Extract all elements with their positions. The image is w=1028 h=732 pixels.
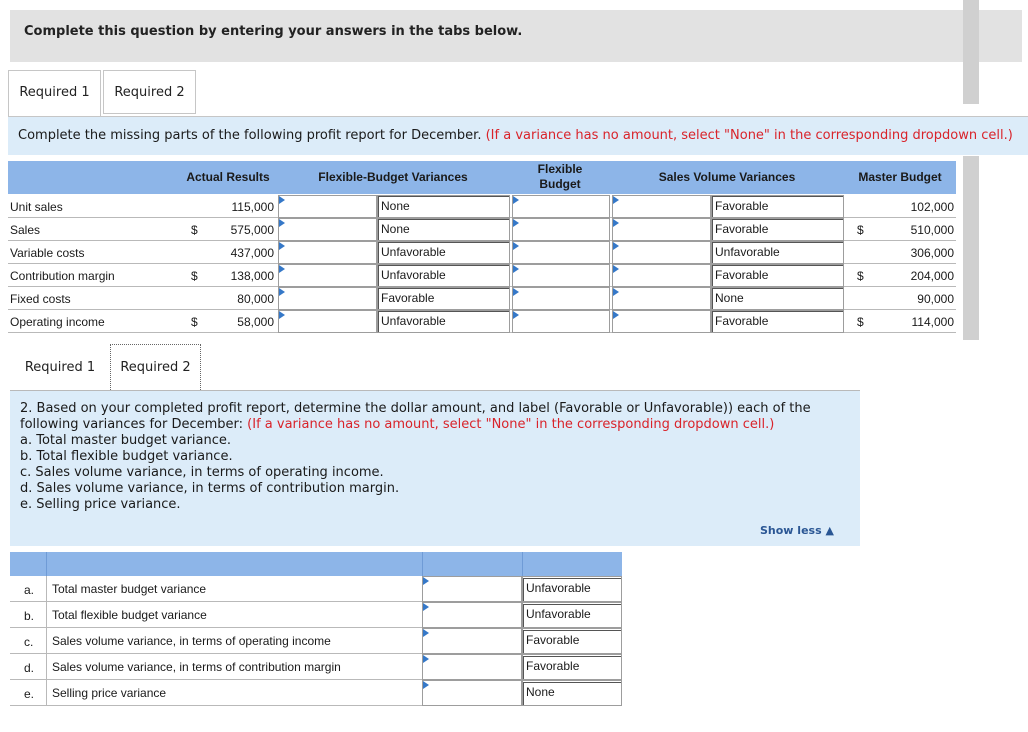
master-value: 114,000 <box>911 315 954 329</box>
master-currency: $ <box>857 315 864 329</box>
master-value: 90,000 <box>917 292 954 306</box>
header-sales-vol: Sales Volume Variances <box>658 170 796 184</box>
header-divider <box>522 552 523 576</box>
variance-label-dropdown[interactable]: Unfavorable <box>523 578 621 601</box>
variance-label-dropdown[interactable]: None <box>523 682 621 705</box>
actual-value: 58,000 <box>237 315 274 329</box>
flex-var-label-dropdown[interactable]: Unfavorable <box>378 311 509 332</box>
dropdown-arrow-icon <box>423 577 429 585</box>
header-master: Master Budget <box>858 170 942 184</box>
variance-amount-input[interactable] <box>422 602 522 628</box>
row-label: Sales volume variance, in terms of operating income <box>52 634 331 648</box>
variance-table-header <box>10 552 622 576</box>
req2-item-b: b. Total flexible budget variance. <box>20 449 233 464</box>
row-label: Total flexible budget variance <box>52 608 207 622</box>
req2-question-note: (If a variance has no amount, select "None" in the corresponding dropdown cell.) <box>247 417 775 432</box>
header-flex-budget-line1: Flexible <box>537 162 583 176</box>
tab-required-2-label: Required 2 <box>114 85 185 100</box>
row-label: Sales volume variance, in terms of contribution margin <box>52 660 341 674</box>
master-value: 510,000 <box>910 223 954 237</box>
row-letter: c. <box>24 635 34 649</box>
row-letter: b. <box>24 609 35 623</box>
master-value: 306,000 <box>910 246 954 260</box>
req1-instruction: Complete the missing parts of the following profit report for December. <box>18 128 482 143</box>
flex-var-label-dropdown[interactable]: Favorable <box>378 288 509 309</box>
variance-amount-input[interactable] <box>422 576 522 602</box>
row-letter: e. <box>24 687 35 701</box>
master-currency: $ <box>857 223 864 237</box>
actual-currency: $ <box>191 315 198 329</box>
sales-vol-label-dropdown[interactable]: Unfavorable <box>712 242 843 263</box>
dropdown-arrow-icon <box>423 629 429 637</box>
req1-instruction-note: (If a variance has no amount, select "None" in the corresponding dropdown cell.) <box>485 128 1013 143</box>
actual-value: 80,000 <box>237 292 274 306</box>
actual-currency: $ <box>191 223 198 237</box>
row-label: Operating income <box>10 315 105 329</box>
column-divider <box>46 602 47 628</box>
column-divider <box>46 576 47 602</box>
dropdown-arrow-icon <box>423 681 429 689</box>
variance-amount-input[interactable] <box>422 654 522 680</box>
header-flex-var: Flexible-Budget Variances <box>318 170 468 184</box>
sales-vol-label-dropdown[interactable]: Favorable <box>712 311 843 332</box>
column-divider <box>46 680 47 706</box>
req2-question-text: 2. Based on your completed profit report, determine the dollar amount, and label (Favorable or Unfavorable)) each of the following variances for December: <box>20 401 811 432</box>
variance-amount-input[interactable] <box>422 680 522 706</box>
dropdown-arrow-icon <box>423 603 429 611</box>
actual-value: 138,000 <box>230 269 274 283</box>
master-value: 204,000 <box>910 269 954 283</box>
tab2-required-1-label: Required 1 <box>24 360 96 375</box>
sales-vol-label-dropdown[interactable]: Favorable <box>712 196 843 217</box>
req2-item-c: c. Sales volume variance, in terms of operating income. <box>20 465 384 480</box>
actual-value: 575,000 <box>230 223 274 237</box>
flex-var-label-dropdown[interactable]: Unfavorable <box>378 265 509 286</box>
header-divider <box>422 552 423 576</box>
variance-label-dropdown[interactable]: Favorable <box>523 630 621 653</box>
header-divider <box>46 552 47 576</box>
dropdown-arrow-icon <box>423 655 429 663</box>
req2-item-e: e. Selling price variance. <box>20 497 181 512</box>
row-label: Fixed costs <box>10 292 71 306</box>
column-divider <box>46 628 47 654</box>
sales-vol-label-dropdown[interactable]: None <box>712 288 843 309</box>
row-letter: d. <box>24 661 35 675</box>
variance-label-dropdown[interactable]: Unfavorable <box>523 604 621 627</box>
header-actual: Actual Results <box>186 170 270 184</box>
actual-currency: $ <box>191 269 198 283</box>
master-currency: $ <box>857 269 864 283</box>
row-label: Sales <box>10 223 41 237</box>
instructions-text: Complete this question by entering your answers in the tabs below. <box>24 24 523 39</box>
actual-value: 115,000 <box>231 200 274 214</box>
flex-var-label-dropdown[interactable]: Unfavorable <box>378 242 509 263</box>
row-label: Total master budget variance <box>52 582 207 596</box>
triangle-up-icon: ▲ <box>825 524 834 537</box>
row-letter: a. <box>24 583 35 597</box>
flex-var-label-dropdown[interactable]: None <box>378 196 509 217</box>
variance-label-dropdown[interactable]: Favorable <box>523 656 621 679</box>
req2-item-d: d. Sales volume variance, in terms of contribution margin. <box>20 481 400 496</box>
actual-value: 437,000 <box>230 246 274 260</box>
tab-required-1-label: Required 1 <box>19 85 90 100</box>
row-label: Unit sales <box>10 200 63 214</box>
column-divider <box>46 654 47 680</box>
sales-vol-label-dropdown[interactable]: Favorable <box>712 265 843 286</box>
tab2-required-2-label: Required 2 <box>120 360 191 375</box>
sales-vol-label-dropdown[interactable]: Favorable <box>712 219 843 240</box>
row-label: Variable costs <box>10 246 85 260</box>
master-value: 102,000 <box>910 200 954 214</box>
show-less-label: Show less <box>760 524 822 537</box>
row-label: Contribution margin <box>10 269 115 283</box>
row-label: Selling price variance <box>52 686 167 700</box>
header-flex-budget-line2: Budget <box>539 177 581 191</box>
req2-item-a: a. Total master budget variance. <box>20 433 232 448</box>
variance-amount-input[interactable] <box>422 628 522 654</box>
flex-var-label-dropdown[interactable]: None <box>378 219 509 240</box>
